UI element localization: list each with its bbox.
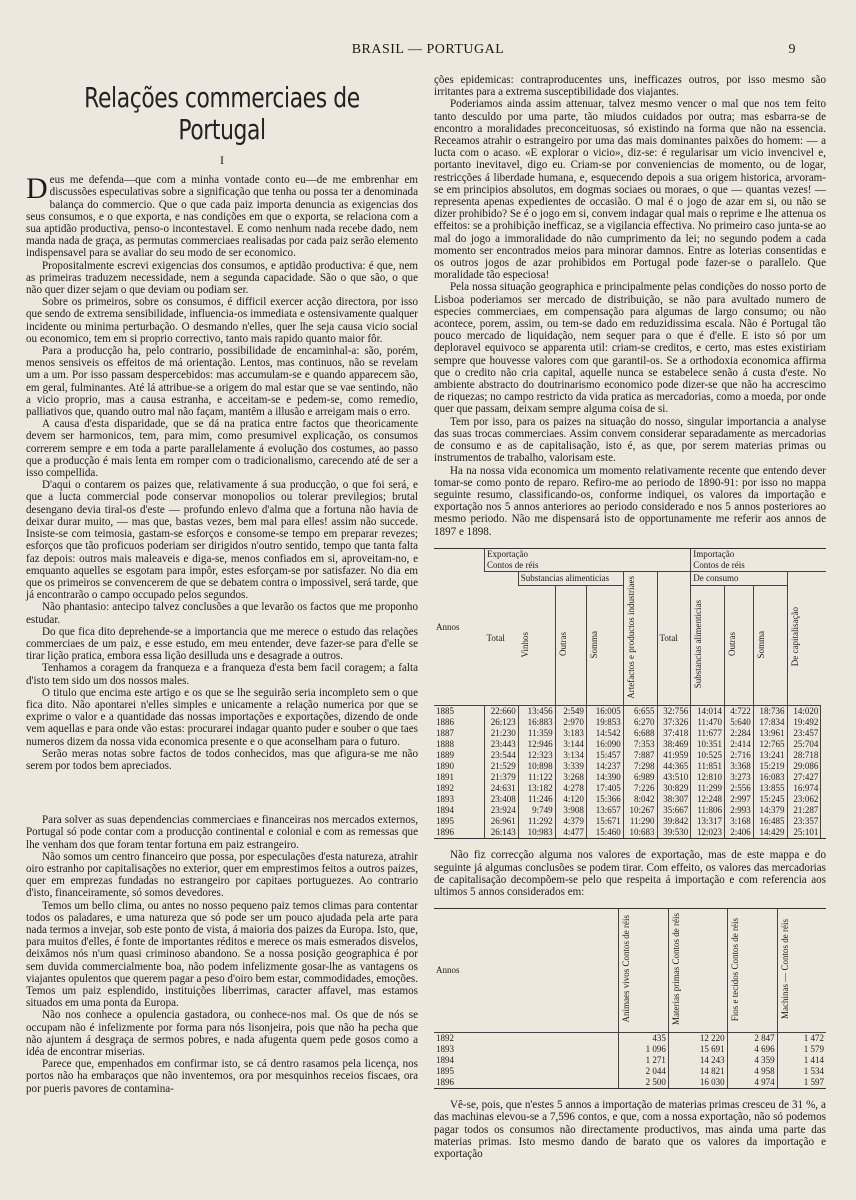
paragraph-r3: Pela nossa situação geographica e principalmente pelas condições do nosso porto de Lisboa poderiamos ser mercado de distribuição, se não para avultado numero de especies commerciaes, em compensação para algumas de largo consumo; ou não acontece, porem, assim, ou tem-se dado em reduzidissima escala. Não é Portugal tão pouco mercado de liquidação, nem sequer para o que é d'elle. E isto só por um deploravel equivoco se apparenta util: criam-se creditos, e certo, mas estes existiriam sempre que houvesse valores com que garantil-os. Se a orthodoxia economica affirma que o credito não cria capital, aquelle nunca se estabelece senão á custa d'este. No ambiente abstracto do doutrinarismo economico pode dizer-se que não ha accrescimo de riquezas; no campo restricto da vida pratica as mercadorias, como a moeda, por onde quer que passam, deixam sempre alguma coisa de si. [434,281,826,416]
t2-col-machinas [777,909,826,1032]
col-outras [555,586,586,706]
t2-col-materias [668,909,727,1032]
table-cell: 7:353 [623,739,657,750]
section-number: I [220,153,224,167]
table-cell: 16:974 [787,783,821,794]
group-import-label: Importação [693,548,735,559]
table-cell: 26:123 [485,717,519,728]
t2-col-animaes [619,909,669,1032]
table-cell: 11:677 [691,728,725,739]
table-cell: 3:168 [725,816,754,827]
group-export-unit: Contos de réis [487,559,539,570]
table-cell [821,750,826,761]
table-cell: 23:443 [485,739,519,750]
table-cell: 12:248 [691,794,725,805]
table-cell: 23:408 [485,794,519,805]
table-cell: 6:688 [623,728,657,739]
paragraph-r4: Tem por isso, para os paizes na situação do nosso, singular importancia a analyse das suas trocas commerciaes. Assim convem considerar separadamente as mercadorias de consumo e as de capitalisação, isto é, as que, por serem materias primas ou instrumentos de trabalho, valorisam este. [434,415,826,465]
t2-col-fios-label: Fios e tecidos Contos de réis [729,917,740,1021]
table-cell: 25:101 [787,827,821,838]
row-year: 1886 [436,717,454,728]
table-row [434,750,826,761]
t2-col-machinas-label: Machinas — Contos de réis [779,919,790,1020]
table-cell: 23:062 [787,794,821,805]
row-year: 1894 [436,1055,454,1066]
table-cell: 32:756 [657,706,691,718]
table-cell: 10:683 [623,827,657,838]
table-cell: 21:379 [485,772,519,783]
row-year: 1895 [436,816,454,827]
group-exportacao [485,549,691,572]
running-head [0,42,856,62]
row-year: 1893 [436,1044,454,1055]
paragraph-1 [26,174,418,259]
left-column [26,74,418,1095]
table-row [434,794,826,805]
table-cell: 4 696 [727,1044,777,1055]
paragraph-7: Não phantasio: antecipo talvez conclusões a que levarão os factos que me proponho estudar. [26,601,418,626]
table-cell: 4:379 [555,816,586,827]
table-cell: 11:851 [691,761,725,772]
table-cell: 27:427 [787,772,821,783]
paragraph-5: A causa d'esta disparidade, que se dá na pratica entre factos que theoricamente devem ser harmonicos, tem, para mim, como presumivel explicação, os consumos correrem sempre e em toda a parte parallelamente á evolução dos costumes, ao passo que a producção é mais lenta em romper com o tradicionalismo, carecendo até de ser a isso compellida. [26,418,418,480]
row-year: 1891 [436,772,454,783]
table-cell: 23:457 [787,728,821,739]
table-cell: 3:183 [555,728,586,739]
row-year: 1893 [436,794,454,805]
table-cell: 8:042 [623,794,657,805]
table-cell: 17:405 [586,783,623,794]
col-outras-label: Outras [557,632,568,657]
table-cell [821,739,826,750]
table-row [434,816,826,827]
table-cell: 23:924 [485,805,519,816]
table-row [434,717,826,728]
table-cell [821,805,826,816]
table-cell: 16:090 [586,739,623,750]
table-cell: 3:268 [555,772,586,783]
table-row [434,1033,826,1045]
paragraph-r1: ções epidemicas: contraproducentes uns, inefficazes outros, por isso mesmo são irritantes para a extrema susceptibilidade dos viajantes. [434,74,826,99]
table-cell: 13:182 [518,783,555,794]
table-cell: 15:460 [586,827,623,838]
table-cell: 12 220 [668,1033,727,1045]
table-cell: 16:485 [753,816,787,827]
table-cell: 15:219 [753,761,787,772]
table-cell: 21:529 [485,761,519,772]
table-cell: 2:993 [725,805,754,816]
table-cell: 18:736 [753,706,787,718]
table-cell: 3:908 [555,805,586,816]
paragraph-6: D'aqui o contarem os paizes que, relativamente á sua producção, o que foi será, e que a lucta commercial pode conservar monopolios ou tolerar previlegios; brutal desengano devia tiral-os d'este — profundo enlevo d'alma que a fortuna não havia de deixar durar muito, — mas que, bastas vezes, bem mal para elles! assim não succede. Insiste-se com teimosia, gastam-se esforços e consome-se tempo em preparar revezes; esforços que tão proficuos poderiam ser dirigidos n'outro sentido, tempo que tanta falta faz depois: outros mais maleaveis e diga-se, menos confiados em si, aproveitam-no, e emquanto aquelles se esgotam para impôr, estes esforçam-se por satisfazer. No dia em que os primeiros se convencerem de que se debatem contra o impossivel, será tarde, que já encontrarão o campo occupado pelos segundos. [26,479,418,602]
table-row [434,1066,826,1077]
col-annos: Annos [434,549,485,706]
table-cell: 2:716 [725,750,754,761]
table-cell: 10:267 [623,805,657,816]
t2-col-materias-label: Materias primas Contos de réis [670,913,681,1026]
table-cell: 26:143 [485,827,519,838]
row-year: 1895 [436,1066,454,1077]
table-cell: 30:829 [657,783,691,794]
table-cell: 17:834 [753,717,787,728]
col-total-import: Total [657,571,691,706]
table-cell: 41:959 [657,750,691,761]
table-cell: 23:544 [485,750,519,761]
col-outras-imp [725,586,754,706]
table-row [434,1055,826,1066]
col-somma-imp [753,586,787,706]
col-total-export: Total [485,571,519,706]
paragraph-text: eus me defenda—que com a minha vontade conto eu—de me embrenhar em discussões especulativas sobre a significação que tenha ou possa ter a denominada balança do commercio. Que o que cada paiz importa denuncia as exigencias dos seus consumos, e o que exporta, e nas condições em que o exporta, se relaciona com a sua aptidão productiva, penso-o incontestavel. E como nenhum nada recebe dado, nem manda nada de graça, as permutas commerciaes realisadas por cada paiz serão elemento indispensavel para se avaliar do seu modo de ser economico. [26,174,418,260]
table-cell [821,772,826,783]
table-cell: 9:749 [518,805,555,816]
table-cell: 11:290 [623,816,657,827]
table-cell: 10:525 [691,750,725,761]
row-year: 1887 [436,728,454,739]
paragraph-8: Do que fica dito deprehende-se a importancia que me merece o estudo das relações commerciaes de um paiz, e esse estudo, em meu entender, deve fazer-se para d'elle se tirar lição pratica, embora essa lição desilluda uns e desagrade a outros. [26,625,418,663]
table-cell: 1 534 [777,1066,826,1077]
col-artefactos-label: Artefactos e productos industriaes [625,575,636,699]
table-cell: 21:230 [485,728,519,739]
right-column [434,74,826,1160]
table-cell: 3:134 [555,750,586,761]
table-cell: 3:273 [725,772,754,783]
table-cell: 13:456 [518,706,555,718]
table-cell: 7:887 [623,750,657,761]
table-cell: 15 691 [668,1044,727,1055]
table-cell: 12:023 [691,827,725,838]
drop-cap: D [26,172,48,206]
capital-goods-table-body [434,1033,826,1089]
table-cell: 14:020 [787,706,821,718]
table-cell: 13:961 [753,728,787,739]
col-capitalisacao [787,571,821,706]
table-cell: 22:660 [485,706,519,718]
table-cell: 7:298 [623,761,657,772]
group-export-label: Exportação [487,548,528,559]
table-cell: 12:323 [518,750,555,761]
paragraph-16: Parece que, empenhados em confirmar isto, se cá dentro rasamos pela licença, nos portos não ha embaraços que não inventemos, ora por mesquinhos receios fiscaes, ora por pueris pavores de contamina- [26,1058,418,1095]
table-cell: 28:718 [787,750,821,761]
col-outras-imp-label: Outras [727,632,738,657]
table-row [434,761,826,772]
col-somma-imp-label: Somma [755,630,766,659]
table-row [434,772,826,783]
table-cell: 3:144 [555,739,586,750]
table-cell: 2 847 [727,1033,777,1045]
col-capitalisacao-label: De capitalisação [789,607,800,667]
paragraph-9: Tenhamos a coragem da franqueza e a franqueza d'esta bem facil coragem; a falta d'isto tem sido um dos nossos males. [26,662,418,687]
table-cell: 4 359 [727,1055,777,1066]
paragraph-14: Temos um bello clima, ou antes no nosso pequeno paiz temos climas para contentar todos os paladares, e uma natureza que só pode ser um pouco ajudada pela arte para nada termos a invejar, sob este ponto de vista, á maioria dos paizes da Europa. Isto, que, para muitos d'elles, é fonte de importantes réditos e merece os mais esmerados disvelos, deixâmos nós n'um quasi criminoso abandono. Se a nossa posição geographica é por sem duvida commercialmente boa, não podem infelizmente gosar-lhe as vantagens os viajantes opulentos que querem pagar a peso d'oiro bem estar, commodidades, emoções. Temos um paiz esplendido, instituições liberrimas, caracter affavel, mas estamos situados em uma ponta da Europa. [26,899,418,1010]
table-cell: 14:429 [753,827,787,838]
paragraph-2: Propositalmente escrevi exigencias dos consumos, e aptidão productiva: é que, nem as primeiras traduzem necessidade, nem a segunda capacidade. São o que são, o que não quer dizer sejam o que deviam ou podiam ser. [26,259,418,297]
table-cell: 12:765 [753,739,787,750]
paragraph-4: Para a producção ha, pelo contrario, possibilidade de encaminhal-a: são, porém, menos sensiveis os effeitos de má orientação. Lentos, mas continuos, não se revelam um a um. Por isso passam despercebidos: mas accumulam-se e quando apparecem são, em geral, fulminantes. Até lá attribue-se a origem do mal estar que se vae sentindo, não a vicio proprio, mas a causa estranha, e acceitam-se e pedem-se, como remedio, palliativos que, quando outro mal não façam, mantêm a illusão e arreigam mais o erro. [26,345,418,419]
table-cell: 11:246 [518,794,555,805]
table-cell: 24:631 [485,783,519,794]
group-importacao [691,549,826,572]
table-cell: 10:983 [518,827,555,838]
table-cell: 29:086 [787,761,821,772]
table-cell: 4:722 [725,706,754,718]
table-cell: 11:122 [518,772,555,783]
table-cell: 1 271 [619,1055,669,1066]
table-cell: 16:083 [753,772,787,783]
paragraph-r2: Poderiamos ainda assim attenuar, talvez mesmo vencer o mal que nos tem feito tanto desculdo por uma parte, tão miudos cuidados por outra; mas esbarra-se de encontro a moralidades preconceituosas, só existindo na forma que não na essencia. Receamos atrahir o estrangeiro por uma das mais dominantes paixões do homem: — a lucta com o acaso. «E explorar o vicio», diz-se: é regularisar um vicio invencivel e, portanto inevitavel, digo eu. Criam-se por conveniencias de momento, ou de logar, restricções á liberdade humana, e, esquecendo depois a sua origem historica, arvoram-se em principios absolutos, em dogmas sociaes ou moraes, o que — quantas vezes! — representa apenas expedientes de occasião. O mal é o jogo de azar em si, ou não se dizer prohibido? Se é o jogo em si, convem indagar qual mais o reprime e lhe attenua os effeitos: se a prohibição inefficaz, se a vigilancia effectiva. No primeiro caso junta-se ao mal do jogo a immoralidade do não cumprimento da lei; no segundo podem a cada momento ser encontrados meios para minorar damnos. Entre as loterias consentidas e os outros jogos de azar prohibidos em Portugal pode fazer-se o parallelo. Que moralidade tão especiosa! [434,98,826,282]
table-cell: 13:317 [691,816,725,827]
table-cell: 38:307 [657,794,691,805]
page-number: 9 [788,42,796,57]
table-cell [821,706,826,718]
table-cell: 2:406 [725,827,754,838]
table-cell: 14 243 [668,1055,727,1066]
table-cell: 13:657 [586,805,623,816]
table-cell: 2:284 [725,728,754,739]
table-cell: 16 030 [668,1077,727,1088]
row-year: 1888 [436,739,454,750]
table-cell: 7:226 [623,783,657,794]
col-somma-label: Somma [588,630,599,659]
col-subst-alim-imp [691,586,725,706]
table-cell: 11:470 [691,717,725,728]
table-cell: 2:997 [725,794,754,805]
table-cell: 4 958 [727,1066,777,1077]
table-cell: 1 096 [619,1044,669,1055]
table-cell: 4:278 [555,783,586,794]
table-cell: 23:357 [787,816,821,827]
table-cell: 16:005 [586,706,623,718]
table-cell: 4:120 [555,794,586,805]
row-year: 1889 [436,750,454,761]
col-artefactos [623,571,657,706]
paragraph-r5: Ha na nossa vida economica um momento relativamente recente que entendo dever tomar-se como ponto de reparo. Refiro-me ao periodo de 1890-91: por isso no mappa seguinte resumo, classificando-os, conforme indiquei, os valores da importação e exportação nos 5 annos anteriores ao periodo considerado e nos 5 annos posteriores ao mesmo periodo. Não me dispensará isto de opportunamente me referir aos annos de 1897 e 1898. [434,464,826,538]
table-cell: 2 044 [619,1066,669,1077]
table-cell: 15:457 [586,750,623,761]
table-cell: 39:842 [657,816,691,827]
table-cell: 2:556 [725,783,754,794]
table-cell [821,761,826,772]
row-year: 1896 [436,827,454,838]
table-cell: 1 414 [777,1055,826,1066]
table-cell: 1 579 [777,1044,826,1055]
col-subst-alim: Substancias alimenticias [518,571,623,585]
table-cell: 14:237 [586,761,623,772]
capital-goods-table [434,908,826,1089]
row-year: 1892 [436,1033,454,1044]
trade-table [434,548,826,840]
col-subst-alim-imp-label: Substancias alimenticias [693,600,704,689]
table-cell: 19:492 [787,717,821,728]
row-year: 1892 [436,783,454,794]
paragraph-r6: Não fiz correcção alguma nos valores de exportação, mas de este mappa e do seguinte já algumas conclusões se podem tirar. Com effeito, os valores das mercadorias de capitalisação decompõem-se pelo que respeita á importação e com referencia aos ultimos 5 annos considerados em: [434,849,826,899]
section-gap [26,772,418,814]
table-row [434,1077,826,1088]
paragraph-3: Sobre os primeiros, sobre os consumos, é difficil exercer acção directora, por isso que sendo de extrema sensibilidade, influencia-os immediata e ostensivamente qualquer incidente ou minima perturbação. O desmando n'elles, quer lhe seja causa vicio social ou economico, tem em si proprio correctivo, tanto mais rapido quanto maior fôr. [26,296,418,345]
table-cell: 11:806 [691,805,725,816]
table-cell: 2:970 [555,717,586,728]
row-year: 1896 [436,1077,454,1088]
table-cell: 12:946 [518,739,555,750]
table-cell: 4 974 [727,1077,777,1088]
table-cell: 37:418 [657,728,691,739]
t2-col-annos: Annos [434,909,619,1032]
table-cell [821,794,826,805]
table-cell: 14 821 [668,1066,727,1077]
t2-col-fios [727,909,777,1032]
table-row [434,706,826,718]
table-cell: 2:549 [555,706,586,718]
table-cell: 6:270 [623,717,657,728]
table-cell: 37:326 [657,717,691,728]
table-cell: 11:299 [691,783,725,794]
col-de-consumo: De consumo [691,571,787,585]
col-somma [586,586,623,706]
table-cell: 12:810 [691,772,725,783]
row-year: 1885 [436,706,454,717]
table-row [434,728,826,739]
table-cell: 11:359 [518,728,555,739]
table-cell: 15:245 [753,794,787,805]
table-cell: 14:014 [691,706,725,718]
table-cell: 14:390 [586,772,623,783]
table-cell: 26:961 [485,816,519,827]
paragraph-12: Para solver as suas dependencias commerciaes e financeiras nos mercados externos, Portugal só pode contar com a producção continental e colonial e com as remessas que lhe venham dos que foram tentar fortuna em paiz estrangeiro. [26,814,418,851]
col-vinhos [518,586,555,706]
paragraph-11: Serão meras notas sobre factos de todos conhecidos, mas que afigura-se me não serem por todos bem apreciados. [26,747,418,772]
table-cell: 11:292 [518,816,555,827]
table-cell: 25:704 [787,739,821,750]
table-cell: 15:671 [586,816,623,827]
table-cell: 43:510 [657,772,691,783]
table-cell: 13:855 [753,783,787,794]
table-cell [821,728,826,739]
table-cell: 14:379 [753,805,787,816]
paragraph-10: O titulo que encima este artigo e os que se lhe seguirão seria incompleto sem o que fica dito. Não apontarei n'elles simples e unicamente a relação numerica por que se exprime o valor e a quantidade das nossas importações e exportações, dizendo de onde vem aquellas e para onde vão estas: procurarei indagar quanto puder e souber o que taes numeros dizem da nossa vida economica presente e o que aconselham para o futuro. [26,686,418,748]
paragraph-13: Não somos um centro financeiro que possa, por especulações d'esta natureza, atrahir oiro estranho por capitalisações no exterior, quer em emprestimos feitos a outros paizes, quer em emprezas fundadas no estrangeiro por capitaes portuguezes. Ao contrario d'isto, financeiramente, só somos devedores. [26,850,418,900]
table-cell: 1 472 [777,1033,826,1045]
table-cell: 35:667 [657,805,691,816]
table-cell: 15:366 [586,794,623,805]
table-cell: 3:339 [555,761,586,772]
table-cell: 2 500 [619,1077,669,1088]
table-cell: 6:989 [623,772,657,783]
table-cell: 44:365 [657,761,691,772]
table-cell [821,717,826,728]
table-row [434,827,826,838]
group-import-unit: Contos de réis [693,559,745,570]
table-cell: 14:542 [586,728,623,739]
table-cell: 39:530 [657,827,691,838]
row-year: 1894 [436,805,454,816]
table-cell: 3:368 [725,761,754,772]
table-cell: 38:469 [657,739,691,750]
table-cell [821,783,826,794]
table-row [434,739,826,750]
table-cell: 2:414 [725,739,754,750]
running-head-title: BRASIL — PORTUGAL [351,42,505,57]
table-cell [821,816,826,827]
table-cell: 5:640 [725,717,754,728]
paragraph-r7: Vê-se, pois, que n'estes 5 annos a importação de materias primas cresceu de 31 %, a das machinas elevou-se a 7,596 contos, e que, com a nossa exportação, não só podemos pagar todos os consumos não directamente productivos, mas ainda uma parte das materias primas. Isto mesmo dando de barato que os valores da importação e exportação [434,1099,826,1161]
table-row [434,805,826,816]
table-row [434,783,826,794]
table-cell: 4:477 [555,827,586,838]
t2-col-animaes-label: Animaes vivos Contos de réis [621,915,631,1023]
table-cell: 21:287 [787,805,821,816]
col-vinhos-label: Vinhos [520,631,531,657]
trade-table-body [434,706,826,839]
table-cell: 16:883 [518,717,555,728]
table-cell: 435 [619,1033,669,1045]
article-title: Relações commerciaes de Portugal [84,81,360,146]
table-row [434,1044,826,1055]
table-cell: 13:241 [753,750,787,761]
table-cell: 1 597 [777,1077,826,1088]
table-cell [821,827,826,838]
table-cell: 10:898 [518,761,555,772]
paragraph-15: Não nos conhece a opulencia gastadora, ou conhece-nos mal. Os que de nós se occupam não é infelizmente por forma para nós lisonjeira, pois que não ha pecha que não ajuntem á desgraça de sermos pobres, e nada afugenta quem pede gosos como a idéa de encontrar miserias. [26,1009,418,1059]
table-cell: 19:853 [586,717,623,728]
row-year: 1890 [436,761,454,772]
table-cell: 6:655 [623,706,657,718]
table-cell: 10:351 [691,739,725,750]
